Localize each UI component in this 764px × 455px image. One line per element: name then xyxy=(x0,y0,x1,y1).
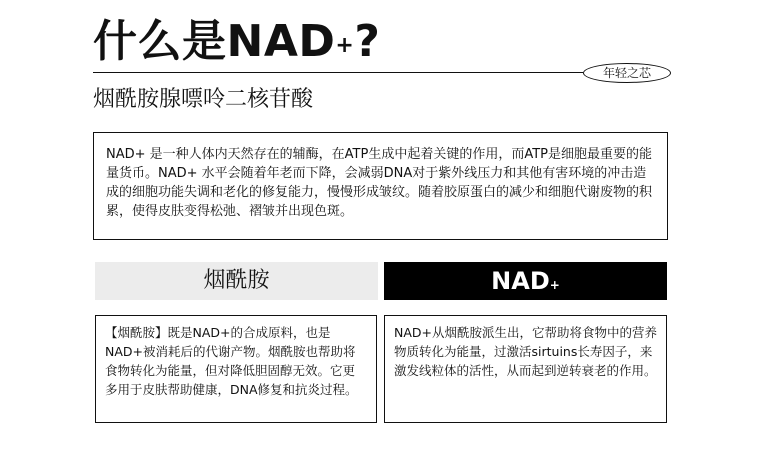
title-superscript: + xyxy=(335,33,355,58)
intro-box: NAD+ 是一种人体内天然存在的辅酶，在ATP生成中起着关键的作用，而ATP是细胞最重要的能量货币。NAD+ 水平会随着年老而下降，会减弱DNA对于紫外线压力和其他有害环境的冲击造成的细胞功能失调和老化的修复能力，慢慢形成皱纹。随着胶原蛋白的减少和细胞代谢废物的积累，使得皮肤变得松弛、褶皱并出现色斑。 xyxy=(93,132,668,240)
niacinamide-description: 【烟酰胺】既是NAD+的合成原料，也是NAD+被消耗后的代谢产物。烟酰胺也帮助将食物转化为能量，但对降低胆固醇无效。它更多用于皮肤帮助健康，DNA修复和抗炎过程。 xyxy=(95,315,377,423)
page-title xyxy=(93,14,380,70)
title-suffix: ? xyxy=(354,16,381,67)
nad-description: NAD+从烟酰胺派生出，它帮助将食物中的营养物质转化为能量，过激活sirtuins长寿因子，来激发线粒体的活性，从而起到逆转衰老的作用。 xyxy=(384,315,667,423)
page-subtitle: 烟酰胺腺嘌呤二核苷酸 xyxy=(93,87,314,112)
title-text: 什么是NAD xyxy=(93,16,336,67)
nad-heading-text: NAD xyxy=(491,267,550,295)
niacinamide-heading: 烟酰胺 xyxy=(95,262,378,300)
title-divider xyxy=(93,72,583,73)
brand-badge: 年轻之芯 xyxy=(583,63,671,83)
nad-heading xyxy=(384,262,667,300)
nad-heading-superscript: + xyxy=(549,278,560,292)
